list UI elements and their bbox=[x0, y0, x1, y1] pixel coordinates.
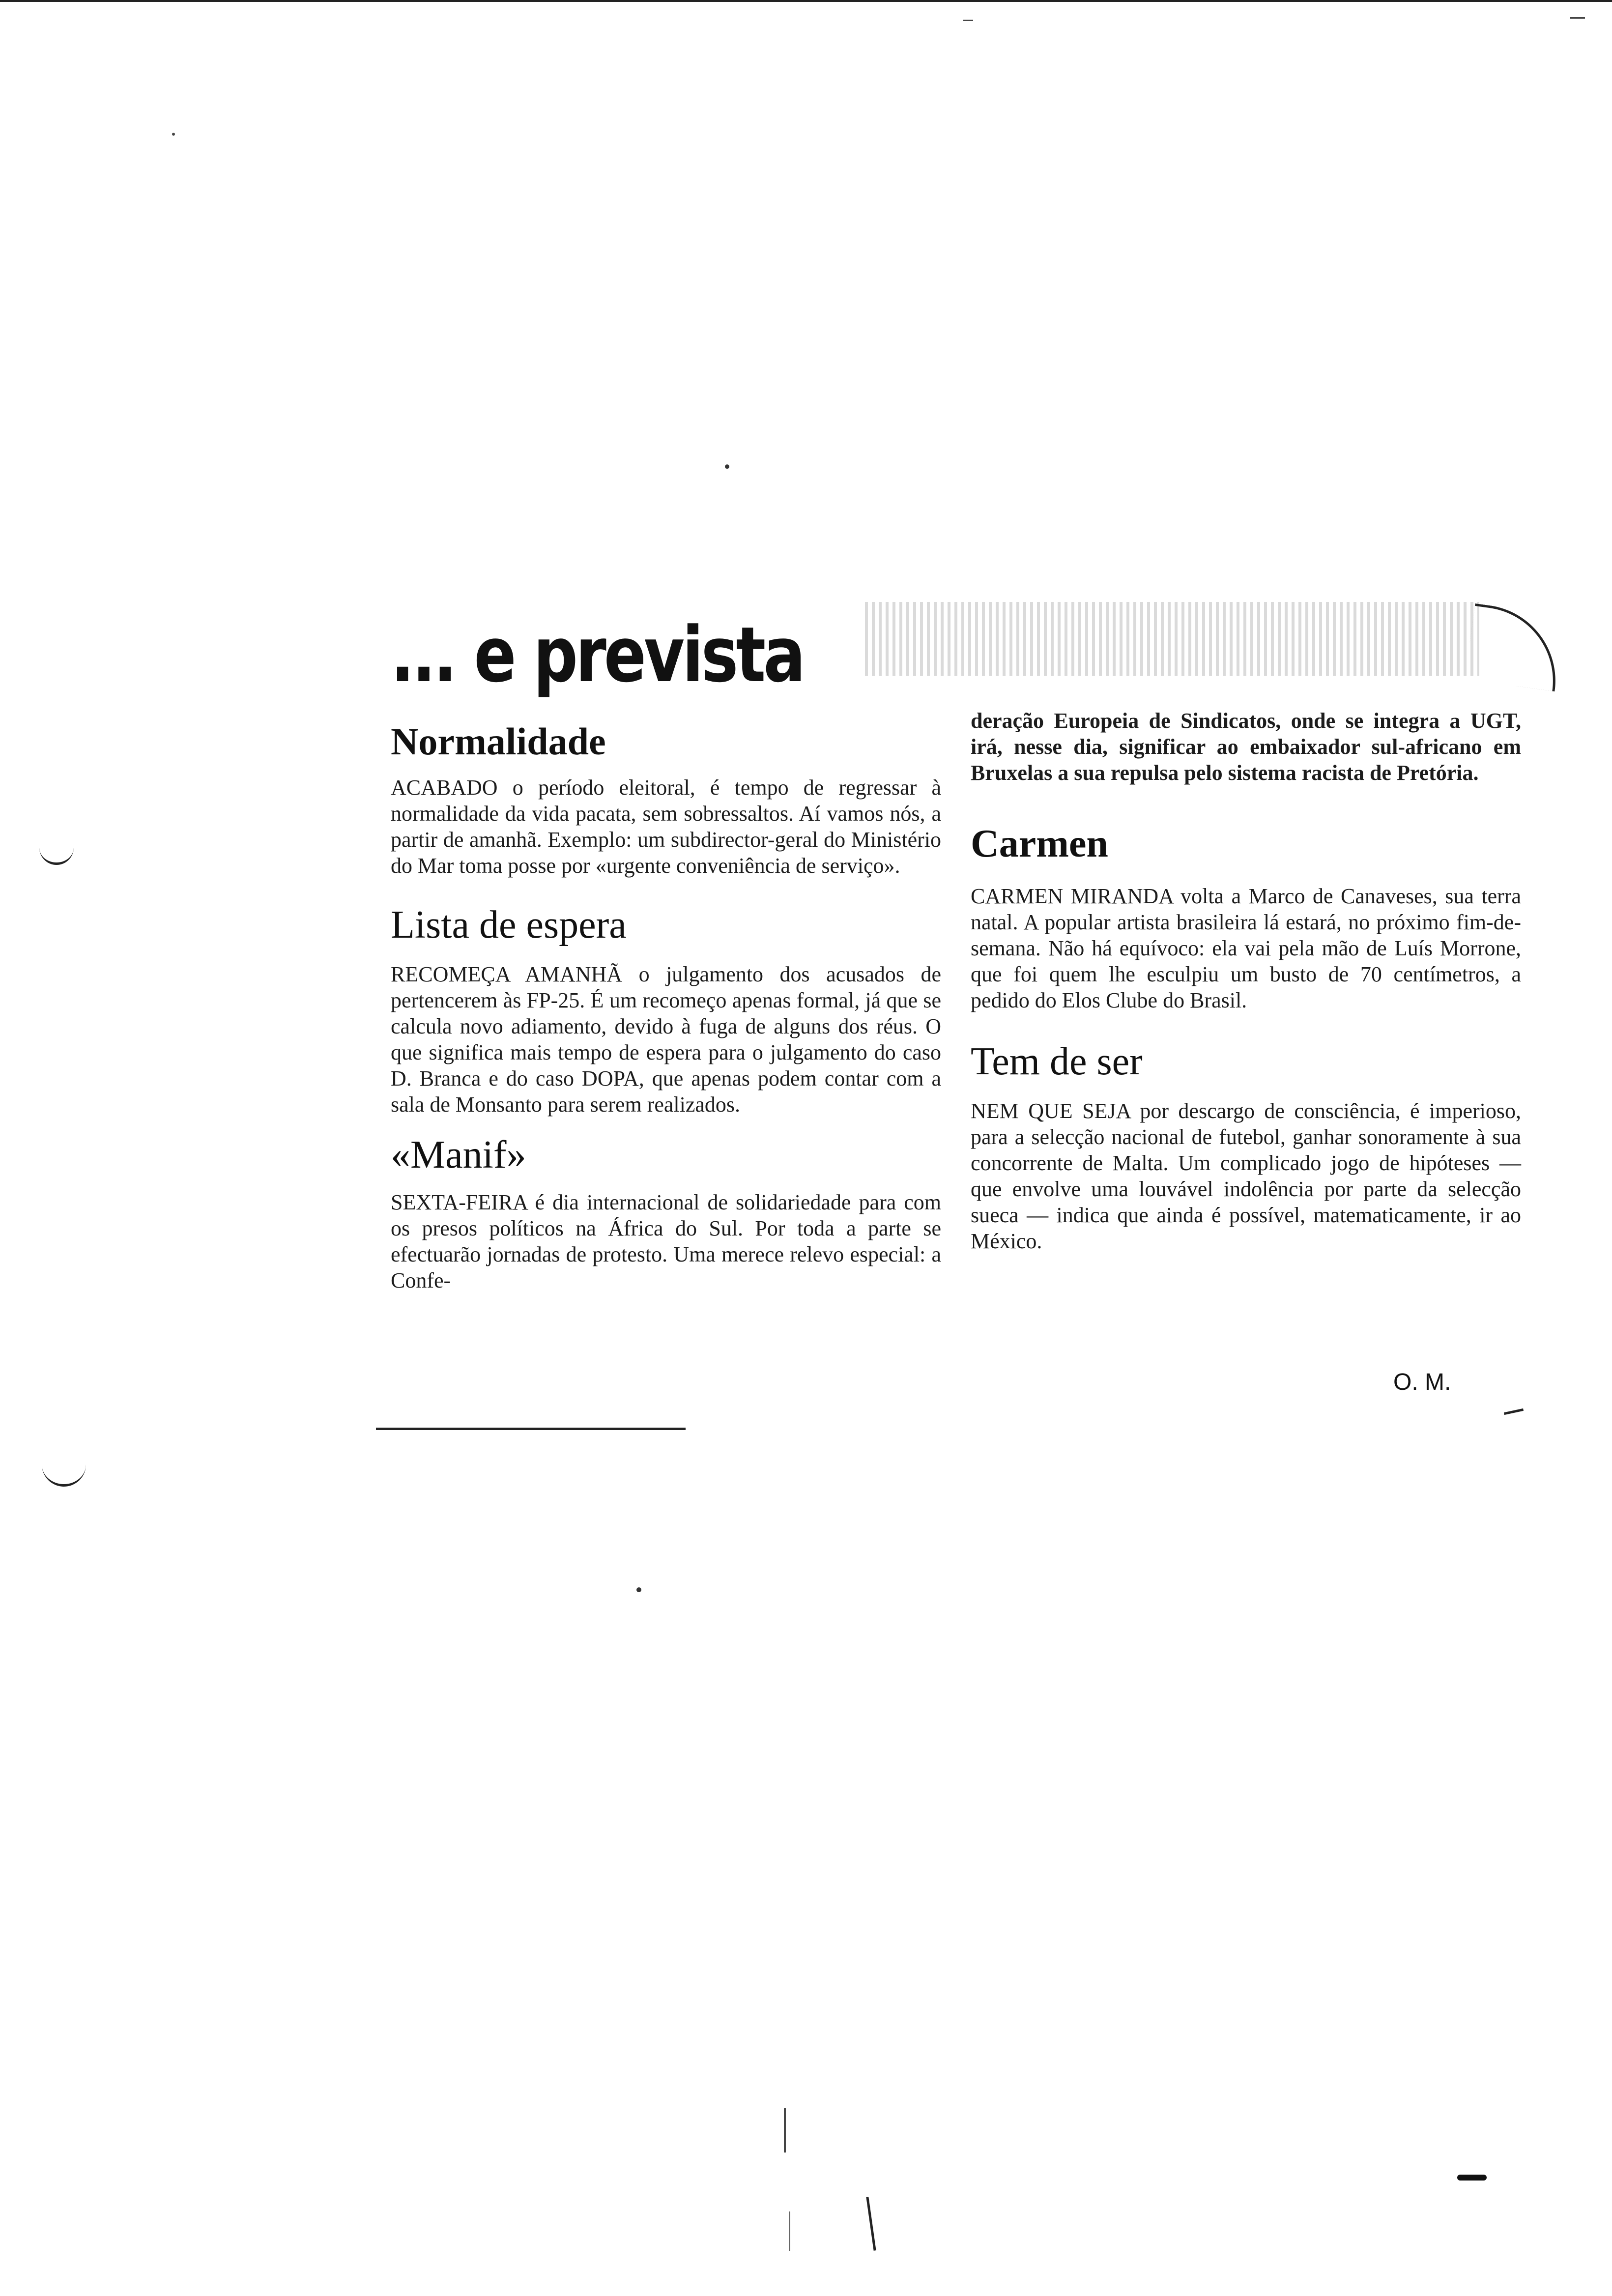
scan-speck bbox=[636, 1587, 641, 1592]
scan-corner-stroke bbox=[1465, 603, 1565, 691]
section-text-carmen: CARMEN MIRANDA volta a Marco de Canaveses, sua terra natal. A popular artista brasileira lá estará, no próximo fim-de-semana. Não há equívoco: ela vai pela mão de Luís Morrone, que foi quem lhe esculpiu um busto de 70 centímetros, a pedido do Elos Clube do Brasil. bbox=[971, 884, 1521, 1012]
section-heading-lista-de-espera: Lista de espera bbox=[391, 903, 627, 947]
scan-speck bbox=[172, 133, 175, 136]
column-end-rule bbox=[376, 1428, 686, 1430]
section-heading-carmen: Carmen bbox=[971, 822, 1108, 865]
section-heading-manif: «Manif» bbox=[391, 1133, 526, 1177]
scan-smudge bbox=[1457, 2175, 1487, 2181]
section-text-confederacao: deração Europeia de Sindicatos, onde se integra a UGT, irá, nesse dia, significar ao embaixador sul-africano em Bruxelas a sua repulsa pelo sistema racista de Pretória. bbox=[971, 709, 1521, 785]
scan-streak bbox=[789, 2211, 790, 2251]
scan-streak bbox=[784, 2108, 786, 2152]
author-signature: O. M. bbox=[1393, 1369, 1451, 1395]
scan-speck bbox=[963, 20, 973, 21]
section-text-manif: SEXTA-FEIRA é dia internacional de solidariedade para com os presos políticos na África do Sul. Por toda a parte se efectuarão jornadas de protesto. Uma merece relevo especial: a Confe- bbox=[391, 1190, 941, 1292]
section-text-normalidade: ACABADO o período eleitoral, é tempo de regressar à normalidade da vida pacata, sem sobressaltos. Aí vamos nós, a partir de amanhã. Exemplo: um subdirector-geral do Ministério do Mar toma posse por «urgente conveniência de serviço». bbox=[391, 775, 941, 878]
scan-speck bbox=[1570, 17, 1585, 19]
article-column-right bbox=[971, 708, 1521, 1254]
punch-hole-mark bbox=[42, 1455, 86, 1487]
section-text-tem-de-ser: NEM QUE SEJA por descargo de consciência, é imperioso, para a selecção nacional de futebol, ganhar sonoramente à sua concorrente de Malta. Um complicado jogo de hipóteses — que envolve uma louvável indolência por parte da selecção sueca — indica que ainda é possível, matematicamente, ir ao México. bbox=[971, 1099, 1521, 1253]
scan-speck bbox=[725, 464, 729, 469]
scan-top-border bbox=[0, 0, 1612, 2]
scan-noise bbox=[865, 602, 1479, 676]
punch-hole-mark bbox=[39, 835, 74, 865]
scan-streak bbox=[866, 2197, 876, 2251]
article-column-left bbox=[391, 722, 941, 1293]
section-text-lista-de-espera: RECOMEÇA AMANHÃ o julgamento dos acusados de pertencerem às FP-25. É um recomeço apenas formal, já que se calcula novo adiamento, devido à fuga de alguns dos réus. O que significa mais tempo de espera para o julgamento do caso D. Branca e do caso DOPA, que apenas podem contar com a sala de Monsanto para serem realizados. bbox=[391, 962, 941, 1117]
headline-kicker: ... e prevista bbox=[391, 610, 804, 699]
section-heading-normalidade: Normalidade bbox=[391, 720, 606, 763]
section-heading-tem-de-ser: Tem de ser bbox=[971, 1040, 1143, 1083]
signature-dash bbox=[1504, 1408, 1524, 1415]
